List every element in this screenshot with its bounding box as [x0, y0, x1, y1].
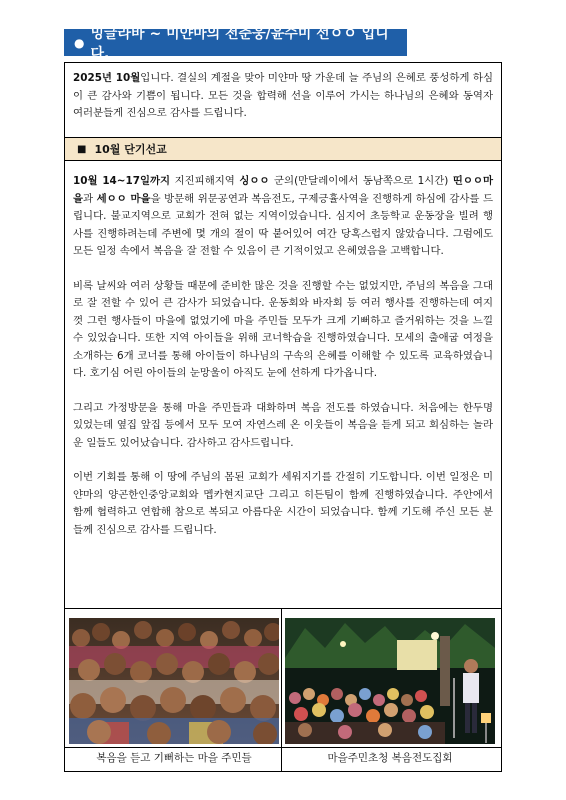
page-title: 밍글라바 ~ 미얀마의 전준웅/윤수미 선ㅇㅇ 입니다. — [90, 25, 389, 62]
section-title: 10월 단기선교 — [94, 143, 167, 156]
photo-villagers — [69, 618, 279, 744]
photo-caption-right: 마을주민초청 복음전도집회 — [327, 752, 453, 764]
paragraph-2: 비록 날씨와 여러 상황들 때문에 준비한 많은 것을 진행할 수는 없었지만, 주님의 복음을 그대로 잘 전할 수 있어 큰 감사가 되었습니다. 운동회와 바자회 등 여러 행사를 진행하는데 여지껏 그런 행사들이 마을에 없었기에 마을 주민들 모두가 크게 기뻐하고 즐거워하는 것을 느낄 수 있었습니다. 또한 지역 아이들을 위해 코너학습을 진행하였습니다. 모세의 출애굽 여정을 소개하는 6개 코너를 통해 아이들이 하나님의 구속의 은혜를 이해할 수 있도록 교육하였습니다. 호기심 어린 아이들의 눈망울이 아직도 눈에 선하게 다가옵니다. — [73, 279, 493, 379]
intro-text: 입니다. 결실의 계절을 맞아 미얀마 땅 가운데 늘 주님의 은혜로 풍성하게 하심이 큰 감사와 기쁨이 됩니다. 모든 것을 합력해 선을 이루어 가시는 하나님의 은혜와 동역자 여러분들게 진심으로 감사를 드립니다. — [73, 72, 493, 119]
paragraph-1 — [73, 173, 493, 261]
intro-paragraph — [73, 70, 493, 123]
photo-caption-left: 복음을 듣고 기뻐하는 마을 주민들 — [96, 752, 252, 764]
section-header — [65, 137, 501, 161]
photo-evangelism-meeting — [285, 618, 495, 744]
bullet-icon: ● — [74, 35, 85, 50]
p1-date: 10월 14~17일까지 — [73, 175, 171, 187]
caption-divider — [65, 747, 501, 748]
p1-village-1: 띤ㅇㅇ마을 — [73, 175, 493, 205]
p1-text-c: 과 — [83, 192, 97, 205]
report-body — [73, 173, 493, 556]
p1-text-a: 지진피해지역 — [170, 175, 240, 187]
intro-date: 2025년 10월 — [73, 72, 141, 84]
paragraph-3: 그리고 가정방문을 통해 마을 주민들과 대화하며 복음 전도를 하였습니다. 처음에는 한두명 있었는데 옆집 앞집 등에서 모두 모여 자연스레 온 이웃들이 복음을 듣게 되고 회심하는 놀라운 일들도 있어났습니다. 감사하고 감사드립니다. — [73, 401, 493, 449]
newsletter-frame — [64, 62, 502, 772]
p1-region: 싱ㅇㅇ — [239, 175, 270, 187]
p1-village-2: 세ㅇㅇ 마을 — [96, 192, 151, 205]
photo-divider-top — [65, 608, 501, 609]
paragraph-4: 이번 기회를 통해 이 땅에 주님의 몸된 교회가 세워지기를 간절히 기도합니다. 이번 일정은 미얀마의 양곤한인중앙교회와 멥카현지교단 그리고 히든팀이 함께 진행하였습니다. 주안에서 함께 협력하고 연합해 참으로 복되고 아름다운 시간이 되었습니다. 함께 기도해 주신 모든 분들께 진심으로 감사를 드립니다. — [73, 471, 493, 536]
p1-text-d: 을 방문해 위문공연과 복음전도, 구제긍휼사역을 진행하게 하심에 감사를 드립니다. 불교지역으로 교회가 전혀 없는 지역이었습니다. 심지어 초등학교 운동장을 빌려 행사를 진행하려는데 주변에 몇 개의 절이 딱 붙어있어 여간 당혹스럽지 않았습니다. 그럼에도 모든 일정 속에서 복음을 잘 전할 수 있음이 큰 기적이었고 은혜였음을 고백합니다. — [73, 192, 493, 257]
page-title-banner — [64, 25, 407, 62]
p1-text-b: 군의(만달레이에서 동남쪽으로 1시간) — [269, 175, 453, 187]
square-bullet-icon: ■ — [77, 143, 87, 155]
